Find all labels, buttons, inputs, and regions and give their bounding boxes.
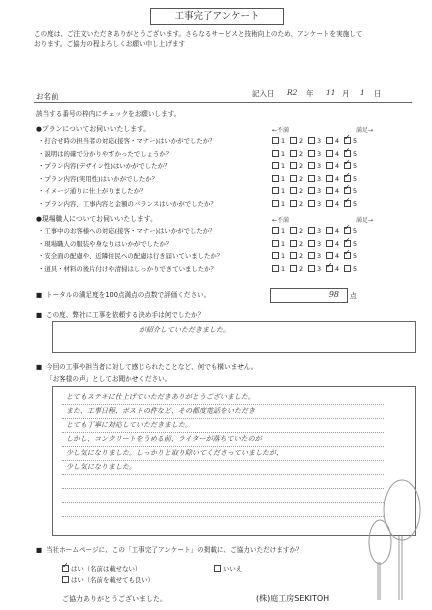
rating-checkbox[interactable] [326, 227, 333, 234]
rating-checkbox[interactable] [290, 137, 297, 144]
ruled-line [62, 516, 384, 517]
rating-option[interactable] [272, 252, 285, 260]
rating-checkbox[interactable] [272, 252, 279, 259]
rating-checkbox[interactable] [308, 150, 315, 157]
rating-label: 5 [353, 227, 358, 235]
rating-option[interactable] [344, 200, 357, 208]
rating-checkbox[interactable] [344, 137, 351, 144]
rating-checkbox[interactable] [272, 227, 279, 234]
rating-option[interactable] [272, 162, 285, 170]
rating-option[interactable] [344, 175, 357, 183]
rating-checkbox[interactable] [326, 162, 333, 169]
voice-line: しかし、コンクリートをうめる前、ライターが落ちていたのが [66, 435, 262, 443]
rating-label: 4 [335, 187, 340, 195]
rating-checkbox[interactable] [290, 187, 297, 194]
ruled-line [62, 418, 384, 419]
rating-checkbox[interactable] [326, 200, 333, 207]
rating-label: 4 [335, 162, 340, 170]
question-text: ・プラン内容(デザイン性)はいかがでしたか？ [38, 162, 171, 170]
rating-label: 4 [335, 239, 340, 248]
rating-checkbox[interactable] [308, 227, 315, 234]
rating-label: 4 [335, 174, 340, 183]
rating-label: 1 [281, 137, 286, 145]
question-text: ・道具・材料の後片付けや清掃はしっかりできていましたか？ [38, 264, 217, 273]
rating-label: 1 [281, 264, 286, 273]
rating-option[interactable] [308, 150, 321, 158]
rating-checkbox[interactable] [272, 175, 279, 182]
name-underline [34, 102, 412, 103]
publish-option-yes-anon[interactable] [62, 564, 141, 573]
rating-checkbox[interactable] [290, 175, 297, 182]
rating-checkbox[interactable] [272, 137, 279, 144]
rating-label: 5 [353, 252, 358, 260]
footer-thanks: ご協力ありがとうございました。 [62, 595, 167, 603]
rating-checkbox[interactable] [344, 187, 351, 194]
date-day: 1 [360, 88, 365, 97]
rating-option[interactable] [326, 200, 339, 208]
score-unit: 点 [350, 292, 357, 300]
rating-option[interactable] [272, 240, 285, 248]
rating-label: 2 [299, 149, 304, 158]
rating-option[interactable] [326, 252, 339, 260]
ruled-line [62, 474, 384, 475]
ruled-line [62, 404, 384, 405]
option-label: はい（名前は載せない） [71, 565, 142, 573]
question-text: ・説明は的確で分かりやすかったでしょうか？ [38, 149, 173, 158]
rating-option[interactable] [290, 252, 303, 260]
checkbox-yes-named[interactable] [62, 576, 69, 583]
voice-line: とても丁寧に対応していただきました。 [66, 421, 192, 429]
voice-line: 少し気になりました。しっかりと取り除いてくださっていましたが、 [66, 449, 283, 457]
rating-option[interactable] [308, 227, 321, 235]
name-label: お名前 [36, 92, 59, 101]
rating-label: 2 [299, 137, 304, 145]
rating-option[interactable] [326, 150, 339, 158]
ruled-line [62, 502, 384, 503]
rating-option[interactable] [290, 187, 303, 195]
rating-label: 4 [335, 137, 340, 145]
rating-label: 3 [317, 162, 322, 170]
rating-label: 5 [353, 174, 358, 183]
question-text: ・プラン内容(実用性)はいかがでしたか？ [38, 174, 159, 183]
publish-question: 当社ホームページに、この「工事完了アンケート」の掲載に、ご協力いただけますか？ [46, 546, 303, 554]
rating-checkbox[interactable] [344, 265, 351, 272]
rating-checkbox[interactable] [326, 150, 333, 157]
rating-option[interactable] [272, 150, 285, 158]
rating-option[interactable] [290, 240, 303, 248]
date-year-unit: 年 [306, 89, 314, 98]
rating-label: 2 [299, 252, 304, 260]
scale-left-label: ←不満 [272, 127, 290, 134]
voice-subtext: 「お客様の声」としてお聞かせください。 [46, 375, 172, 383]
rating-checkbox[interactable] [308, 162, 315, 169]
rating-option[interactable] [308, 252, 321, 260]
rating-checkbox[interactable] [272, 162, 279, 169]
rating-checkbox[interactable] [272, 265, 279, 272]
rating-checkbox[interactable] [344, 150, 351, 157]
checkbox-no[interactable] [214, 565, 221, 572]
rating-label: 5 [353, 239, 358, 248]
rating-label: 3 [317, 264, 322, 273]
rating-label: 2 [299, 187, 304, 195]
rating-label: 1 [281, 187, 286, 195]
rating-checkbox[interactable] [290, 240, 297, 247]
option-label: いいえ [223, 565, 243, 573]
rating-option[interactable] [344, 227, 357, 235]
rating-checkbox[interactable] [290, 252, 297, 259]
rating-option[interactable] [290, 162, 303, 170]
rating-checkbox[interactable] [308, 240, 315, 247]
rating-option[interactable] [344, 252, 357, 260]
rating-option[interactable] [290, 137, 303, 145]
scale-right-label: 満足→ [356, 127, 374, 134]
score-value: 98 [328, 290, 339, 299]
rating-label: 2 [299, 239, 304, 248]
rating-option[interactable] [344, 162, 357, 170]
rating-label: 2 [299, 162, 304, 170]
rating-label: 3 [317, 227, 322, 235]
rating-checkbox[interactable] [326, 175, 333, 182]
voice-question: 今回の工事や担当者に対して感じられたことなど、何でも構いません。 [46, 363, 258, 371]
intro-line-1: この度は、ご注文いただきありがとうございます。さらなるサービスと技術向上のため、アンケートを実施して [34, 30, 363, 38]
rating-label: 5 [353, 199, 358, 208]
rating-checkbox[interactable] [344, 240, 351, 247]
rating-label: 5 [353, 149, 358, 158]
rating-checkbox[interactable] [308, 265, 315, 272]
date-day-unit: 日 [374, 89, 382, 98]
rating-option[interactable] [290, 227, 303, 235]
question-text: ・工事中のお客様への対応(接客・マナー)はいかがでしたか？ [38, 227, 216, 235]
date-month: 11 [326, 88, 336, 97]
rating-label: 2 [299, 174, 304, 183]
score-field[interactable] [270, 288, 348, 303]
rating-option[interactable] [308, 200, 321, 208]
voice-line: 少し気になりました。 [66, 463, 136, 471]
rating-label: 1 [281, 162, 286, 170]
rating-option[interactable] [344, 265, 357, 273]
rating-label: 3 [317, 239, 322, 248]
rating-option[interactable] [326, 175, 339, 183]
section2-heading: ●現場職人についてお伺いいたします。 [36, 215, 157, 223]
total-question: トータルの満足度を100点満点の点数で評価ください。 [46, 291, 211, 299]
rating-checkbox[interactable] [326, 240, 333, 247]
rating-label: 3 [317, 174, 322, 183]
rating-label: 1 [281, 199, 286, 208]
date-label: 記入日 [252, 89, 275, 98]
publish-prefix: ■ [36, 546, 43, 554]
rating-option[interactable] [308, 187, 321, 195]
scale-right-label-2: 満足→ [356, 217, 374, 224]
rating-option[interactable] [308, 240, 321, 248]
rating-option[interactable] [326, 227, 339, 235]
rating-option[interactable] [290, 150, 303, 158]
rating-label: 1 [281, 239, 286, 248]
rating-label: 1 [281, 149, 286, 158]
rating-label: 4 [335, 199, 340, 208]
instruction-text: 該当する番号の枠内にチェックをお願いします。 [36, 110, 181, 118]
rating-checkbox[interactable] [326, 252, 333, 259]
rating-label: 3 [317, 187, 322, 195]
rating-label: 3 [317, 199, 322, 208]
rating-option[interactable] [326, 240, 339, 248]
rating-label: 3 [317, 252, 322, 260]
publish-option-no[interactable] [214, 564, 242, 573]
section1-heading: ●プランについてお伺いいたします。 [36, 125, 151, 133]
rating-label: 2 [299, 264, 304, 273]
rating-option[interactable] [344, 240, 357, 248]
rating-checkbox[interactable] [344, 227, 351, 234]
page-title: 工事完了アンケート [150, 8, 284, 25]
rating-label: 5 [353, 264, 358, 273]
rating-option[interactable] [272, 175, 285, 183]
rating-option[interactable] [326, 187, 339, 195]
rating-checkbox[interactable] [308, 137, 315, 144]
rating-checkbox[interactable] [272, 200, 279, 207]
rating-label: 5 [353, 187, 358, 195]
rating-label: 5 [353, 162, 358, 170]
voice-line: とてもステキに仕上げていただきありがとうございました。 [66, 393, 255, 401]
rating-label: 4 [335, 252, 340, 260]
rating-option[interactable] [272, 187, 285, 195]
tree-illustration [364, 478, 426, 602]
intro-text [34, 29, 414, 49]
intro-line-2: おります。ご協力の程よろしくお願い申し上げます [34, 40, 186, 48]
ruled-line [62, 432, 384, 433]
rating-label: 4 [335, 227, 340, 235]
rating-checkbox[interactable] [326, 187, 333, 194]
rating-checkbox[interactable] [272, 240, 279, 247]
rating-checkbox[interactable] [308, 200, 315, 207]
rating-option[interactable] [272, 227, 285, 235]
rating-option[interactable] [272, 265, 285, 273]
rating-checkbox[interactable] [272, 187, 279, 194]
rating-checkbox[interactable] [290, 162, 297, 169]
rating-option[interactable] [326, 137, 339, 145]
rating-label: 2 [299, 199, 304, 208]
footer-company: (株)庭工房SEKITOH [256, 594, 330, 603]
question-text: ・プラン内容、工事内容と金額のバランスはいかがでしたか？ [38, 199, 217, 208]
rating-option[interactable] [344, 137, 357, 145]
total-prefix: ■ [36, 291, 43, 299]
reason-answer-box[interactable] [52, 321, 416, 353]
scale-left-label-2: ←不満 [272, 217, 290, 224]
reason-answer-text: が紹介していただきました。 [139, 326, 230, 334]
rating-label: 4 [335, 264, 340, 273]
rating-option[interactable] [344, 150, 357, 158]
ruled-line [62, 460, 384, 461]
rating-checkbox[interactable] [290, 150, 297, 157]
rating-option[interactable] [272, 137, 285, 145]
rating-option[interactable] [344, 187, 357, 195]
rating-label: 1 [281, 174, 286, 183]
rating-option[interactable] [272, 200, 285, 208]
rating-checkbox[interactable] [290, 227, 297, 234]
question-text: ・現場職人の服装や身なりはいかがでしたか？ [38, 239, 173, 248]
rating-checkbox[interactable] [344, 252, 351, 259]
rating-checkbox[interactable] [344, 175, 351, 182]
rating-option[interactable] [290, 175, 303, 183]
date-era: R2 [287, 88, 298, 97]
name-field[interactable] [84, 89, 144, 100]
rating-option[interactable] [290, 265, 303, 273]
rating-checkbox[interactable] [308, 187, 315, 194]
rating-label: 4 [335, 149, 340, 158]
rating-checkbox[interactable] [326, 137, 333, 144]
publish-option-yes-named[interactable] [62, 575, 154, 584]
rating-option[interactable] [308, 265, 321, 273]
rating-option[interactable] [308, 162, 321, 170]
rating-label: 2 [299, 227, 304, 235]
rating-checkbox[interactable] [272, 150, 279, 157]
rating-checkbox[interactable] [290, 265, 297, 272]
rating-label: 3 [317, 137, 322, 145]
reason-question: この度、弊社に工事を依頼する決め手は何でしたか？ [46, 311, 205, 319]
rating-checkbox[interactable] [308, 252, 315, 259]
rating-checkbox[interactable] [344, 162, 351, 169]
rating-label: 1 [281, 252, 286, 260]
rating-checkbox[interactable] [290, 200, 297, 207]
rating-label: 3 [317, 149, 322, 158]
rating-option[interactable] [326, 265, 339, 273]
rating-option[interactable] [290, 200, 303, 208]
checkbox-yes-anon[interactable] [62, 565, 69, 572]
rating-checkbox[interactable] [344, 200, 351, 207]
rating-label: 5 [353, 137, 358, 145]
question-text: ・イメージ通りに仕上がりましたか？ [38, 187, 147, 195]
ruled-line [62, 488, 384, 489]
voice-line: また、工事日程、ポストの件など、その都度電話をいただき [66, 407, 255, 415]
rating-option[interactable] [308, 137, 321, 145]
date-month-unit: 月 [342, 89, 350, 98]
rating-checkbox[interactable] [308, 175, 315, 182]
voice-prefix: ■ [36, 363, 43, 371]
question-text: ・打合せ時の担当者の対応(接客・マナー)はいかがでしたか？ [38, 137, 216, 145]
option-label: はい（名前を載せても良い） [71, 576, 155, 584]
rating-option[interactable] [308, 175, 321, 183]
rating-label: 1 [281, 227, 286, 235]
reason-prefix: ■ [36, 311, 43, 319]
rating-option[interactable] [326, 162, 339, 170]
rating-checkbox[interactable] [326, 265, 333, 272]
ruled-line [62, 446, 384, 447]
question-text: ・安全面の配慮や、近隣住民への配慮は行き届いていましたか？ [38, 252, 224, 260]
